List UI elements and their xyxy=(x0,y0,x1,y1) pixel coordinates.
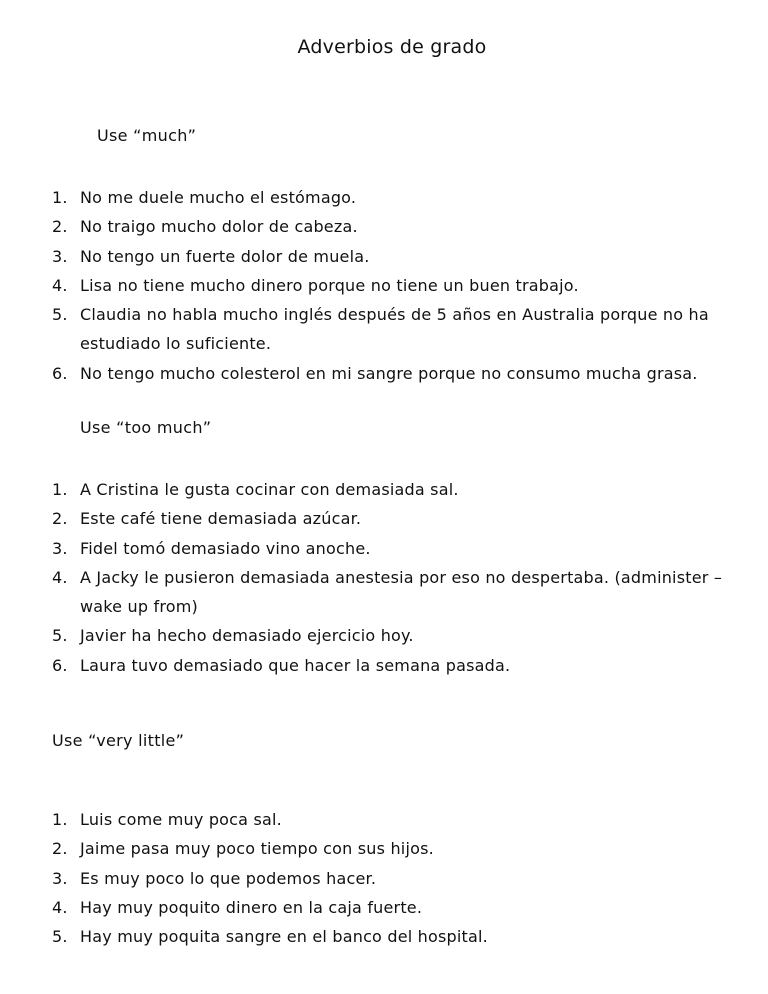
list-item xyxy=(52,563,752,622)
list-too-much xyxy=(52,475,752,680)
item-number: 5. xyxy=(52,626,68,646)
item-number: 2. xyxy=(52,509,68,529)
list-very-little xyxy=(52,805,752,951)
page-title: Adverbios de grado xyxy=(297,36,487,58)
list-item xyxy=(52,300,752,359)
item-number: 4. xyxy=(52,275,68,295)
list-item xyxy=(52,359,752,388)
list-item xyxy=(52,651,752,680)
item-text: Laura tuvo demasiado que hacer la semana pasada. xyxy=(80,655,511,675)
item-number: 3. xyxy=(52,246,68,266)
item-text: Luis come muy poca sal. xyxy=(80,810,282,829)
item-text: No me duele mucho el estómago. xyxy=(80,188,357,207)
list-much xyxy=(52,183,752,388)
item-number: 1. xyxy=(52,480,68,499)
item-text: A Cristina le gusta cocinar con demasiada sal. xyxy=(80,480,459,499)
section-heading-much: Use “much” xyxy=(97,126,197,145)
item-number: 1. xyxy=(52,188,68,207)
list-item xyxy=(52,212,752,241)
item-text: No tengo un fuerte dolor de muela. xyxy=(80,246,370,266)
section-heading-too-much: Use “too much” xyxy=(80,418,212,437)
item-text: Jaime pasa muy poco tiempo con sus hijos. xyxy=(80,839,434,859)
item-text: Hay muy poquita sangre en el banco del hospital. xyxy=(80,927,488,947)
item-number: 5. xyxy=(52,927,68,947)
item-text: No tengo mucho colesterol en mi sangre porque no consumo mucha grasa. xyxy=(80,363,698,383)
item-text: Este café tiene demasiada azúcar. xyxy=(80,509,362,529)
item-text: Es muy poco lo que podemos hacer. xyxy=(80,868,377,888)
item-number: 4. xyxy=(52,567,68,587)
item-text: Javier ha hecho demasiado ejercicio hoy. xyxy=(80,626,414,646)
list-item xyxy=(52,621,752,650)
item-text: Fidel tomó demasiado vino anoche. xyxy=(80,538,371,558)
list-item xyxy=(52,922,752,951)
item-number: 4. xyxy=(52,897,68,917)
item-text: Lisa no tiene mucho dinero porque no tiene un buen trabajo. xyxy=(80,275,579,295)
list-item xyxy=(52,864,752,893)
item-text: A Jacky le pusieron demasiada anestesia por eso no despertaba. (administer – wake up from) xyxy=(80,567,723,617)
item-number: 1. xyxy=(52,810,68,829)
list-item xyxy=(52,834,752,863)
list-item xyxy=(52,805,752,834)
item-number: 5. xyxy=(52,305,68,325)
list-item xyxy=(52,183,752,212)
item-number: 2. xyxy=(52,217,68,237)
item-number: 6. xyxy=(52,655,68,675)
item-number: 3. xyxy=(52,868,68,888)
item-number: 6. xyxy=(52,363,68,383)
item-text: Hay muy poquito dinero en la caja fuerte. xyxy=(80,897,423,917)
list-item xyxy=(52,475,752,504)
list-item xyxy=(52,534,752,563)
item-text: Claudia no habla mucho inglés después de 5 años en Australia porque no ha estudiado lo suficiente. xyxy=(80,305,709,354)
list-item xyxy=(52,242,752,271)
list-item xyxy=(52,504,752,533)
item-text: No traigo mucho dolor de cabeza. xyxy=(80,217,358,237)
list-item xyxy=(52,893,752,922)
list-item xyxy=(52,271,752,300)
item-number: 2. xyxy=(52,839,68,859)
section-heading-very-little: Use “very little” xyxy=(52,731,185,750)
item-number: 3. xyxy=(52,538,68,558)
